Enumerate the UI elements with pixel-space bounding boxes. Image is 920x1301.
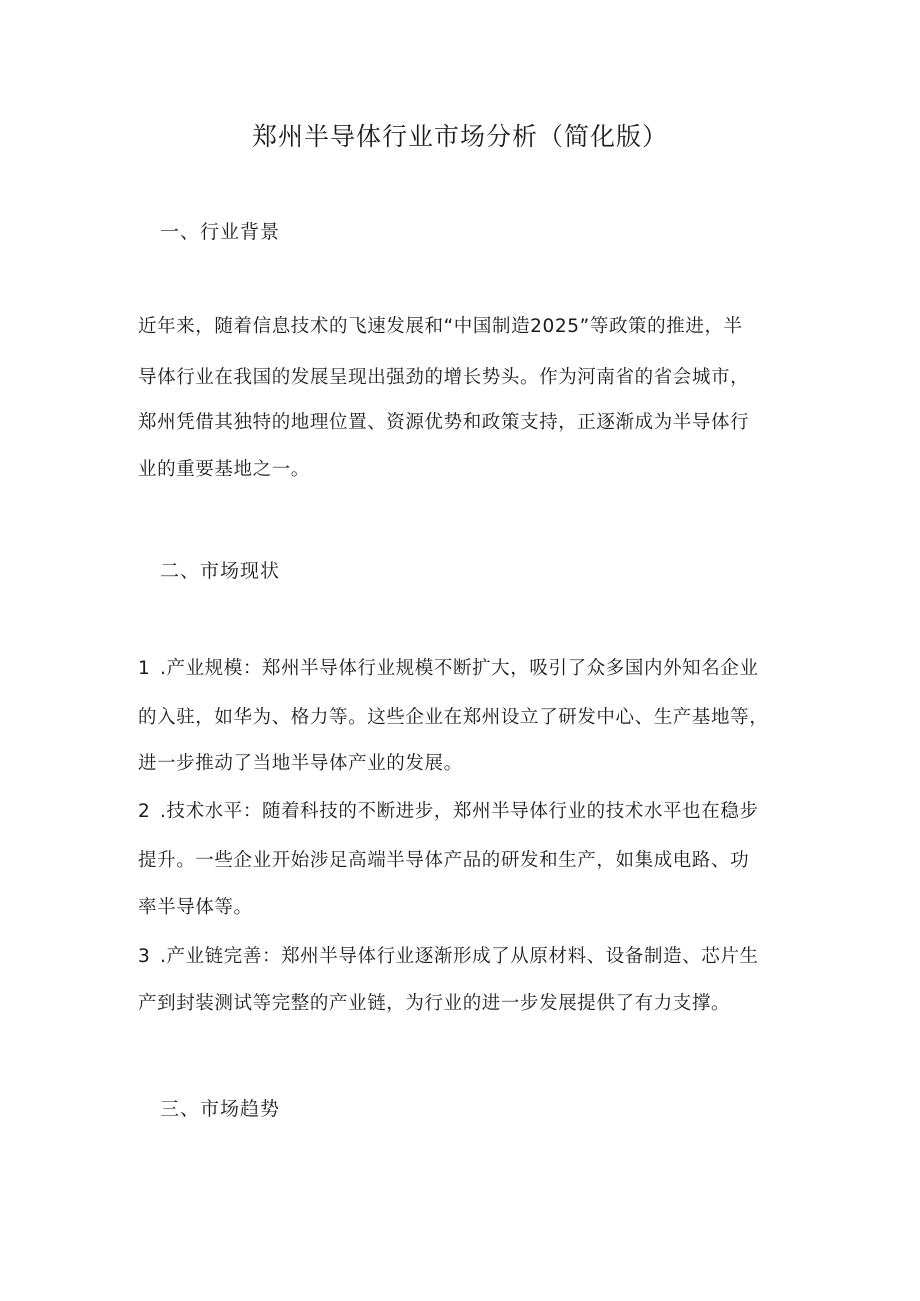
list-item-line: 进一步推动了当地半导体产业的发展。: [138, 753, 463, 774]
list-item-text: .技术水平：随着科技的不断进步，郑州半导体行业的技术水平也在稳步: [160, 801, 759, 822]
section-heading-market-trends: 三、市场趋势: [160, 1098, 281, 1120]
list-item-line: 产到封装测试等完整的产业链，为行业的进一步发展提供了有力支撑。: [138, 993, 731, 1014]
list-item-text: .产业链完善：郑州半导体行业逐渐形成了从原材料、设备制造、芯片生: [160, 946, 759, 967]
list-item-number: 3: [138, 946, 151, 967]
paragraph-line: 导体行业在我国的发展呈现出强劲的增长势头。作为河南省的省会城市，: [138, 367, 750, 388]
list-item-line: 提升。一些企业开始涉足高端半导体产品的研发和生产，如集成电路、功: [138, 850, 750, 871]
paragraph-line: 业的重要基地之一。: [138, 459, 310, 480]
list-item-number: 2: [138, 801, 151, 822]
list-item-text: .产业规模：郑州半导体行业规模不断扩大，吸引了众多国内外知名企业: [160, 658, 759, 679]
section-heading-market-status: 二、市场现状: [160, 560, 281, 582]
section-heading-industry-background: 一、行业背景: [160, 221, 281, 243]
list-item-line: 率半导体等。: [138, 897, 253, 918]
list-item-line: 的入驻，如华为、格力等。这些企业在郑州设立了研发中心、生产基地等，: [138, 707, 769, 728]
list-item-line: [138, 655, 759, 683]
paragraph-line: 郑州凭借其独特的地理位置、资源优势和政策支持，正逐渐成为半导体行: [138, 412, 750, 433]
paragraph-line: 近年来，随着信息技术的飞速发展和“中国制造2025”等政策的推进，半: [138, 316, 743, 337]
list-item-line: [138, 798, 759, 826]
page-title: 郑州半导体行业市场分析（简化版）: [251, 122, 668, 151]
list-item-line: [138, 943, 759, 971]
list-item-number: 1: [138, 658, 151, 679]
